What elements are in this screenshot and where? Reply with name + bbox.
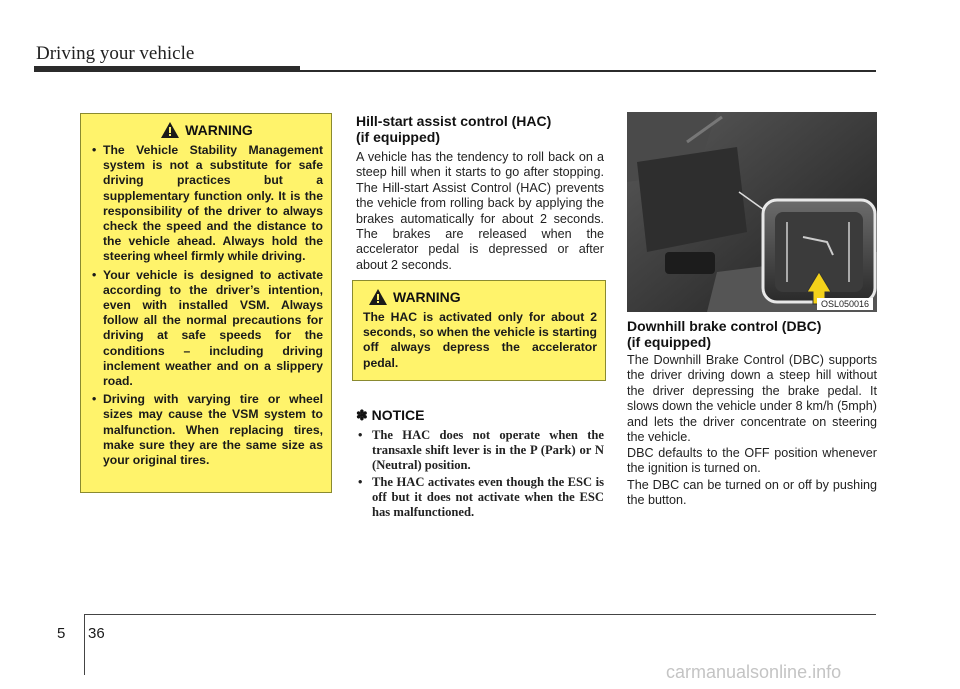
warning-text: The HAC is activated only for about 2 seconds, so when the vehicle is starting off always depress the accelerator pedal. bbox=[363, 310, 597, 370]
page-header-title: Driving your vehicle bbox=[36, 43, 195, 64]
watermark: carmanualsonline.info bbox=[666, 662, 842, 682]
photo-caption: OSL050016 bbox=[817, 298, 873, 310]
header-rule-thick bbox=[34, 66, 300, 72]
footer-divider bbox=[84, 615, 85, 675]
warning-box-vsm bbox=[80, 113, 332, 493]
warning-item: • Your vehicle is designed to activate according to the driver’s intention, even with installed VSM. Always follow all the normal precautions for driving at safe speeds for the conditions – including driving inclement weather and on a slippery road. bbox=[91, 268, 323, 390]
hac-title-line1: Hill-start assist control (HAC) bbox=[356, 113, 552, 129]
warning-item: • Driving with varying tire or wheel sizes may cause the VSM system to malfunction. When replacing tires, make sure they are the same size as your original tires. bbox=[91, 392, 323, 468]
warning-header bbox=[363, 289, 597, 305]
dbc-button-photo bbox=[627, 112, 877, 312]
dashboard-illustration bbox=[627, 112, 877, 312]
dbc-paragraph-3: The DBC can be turned on or off by pushing the button. bbox=[627, 478, 877, 508]
dbc-paragraph-1: The Downhill Brake Control (DBC) supports the driver driving down a steep hill without the driver depressing the brake pedal. It slows down the vehicle under 8 km/h (5mph) and lets the driver concentrate on steering the vehicle. bbox=[627, 353, 877, 445]
notice-item: • The HAC does not operate when the transaxle shift lever is in the P (Park) or N (Neutral) position. bbox=[356, 428, 604, 474]
dbc-title-line2: (if equipped) bbox=[627, 334, 711, 350]
dbc-section-title bbox=[627, 318, 821, 350]
warning-triangle-icon bbox=[369, 289, 387, 305]
warning-header bbox=[91, 122, 323, 138]
notice-list bbox=[356, 428, 604, 521]
dbc-paragraph-2: DBC defaults to the OFF position whenever the ignition is turned on. bbox=[627, 446, 877, 476]
section-number: 5 bbox=[57, 625, 66, 642]
warning-box-hac bbox=[352, 280, 606, 381]
hac-section-title bbox=[356, 113, 551, 145]
warning-title: WARNING bbox=[393, 289, 461, 305]
notice-title: ✽ NOTICE bbox=[356, 407, 425, 423]
warning-triangle-icon bbox=[161, 122, 179, 138]
notice-item: • The HAC activates even though the ESC is off but it does not activate when the ESC has malfunctioned. bbox=[356, 475, 604, 521]
page-number: 36 bbox=[88, 625, 105, 642]
warning-title: WARNING bbox=[185, 122, 253, 138]
footer-rule bbox=[84, 614, 876, 615]
header-rule-thin bbox=[300, 70, 876, 72]
dbc-title-line1: Downhill brake control (DBC) bbox=[627, 318, 822, 334]
hac-body: A vehicle has the tendency to roll back on a steep hill when it starts to go after stopping. The Hill-start Assist Control (HAC) prevents the vehicle from rolling back by applying the brakes automatically for about 2 seconds. The brakes are released when the accelerator pedal is depressed or after about 2 seconds. bbox=[356, 150, 604, 272]
warning-item: • The Vehicle Stability Management system is not a substitute for safe driving practices but a supplementary function only. It is the responsibility of the driver to always check the speed and the distance to the vehicle ahead. Always hold the steering wheel firmly while driving. bbox=[91, 143, 323, 265]
warning-list bbox=[91, 143, 323, 468]
hac-title-line2: (if equipped) bbox=[356, 129, 440, 145]
